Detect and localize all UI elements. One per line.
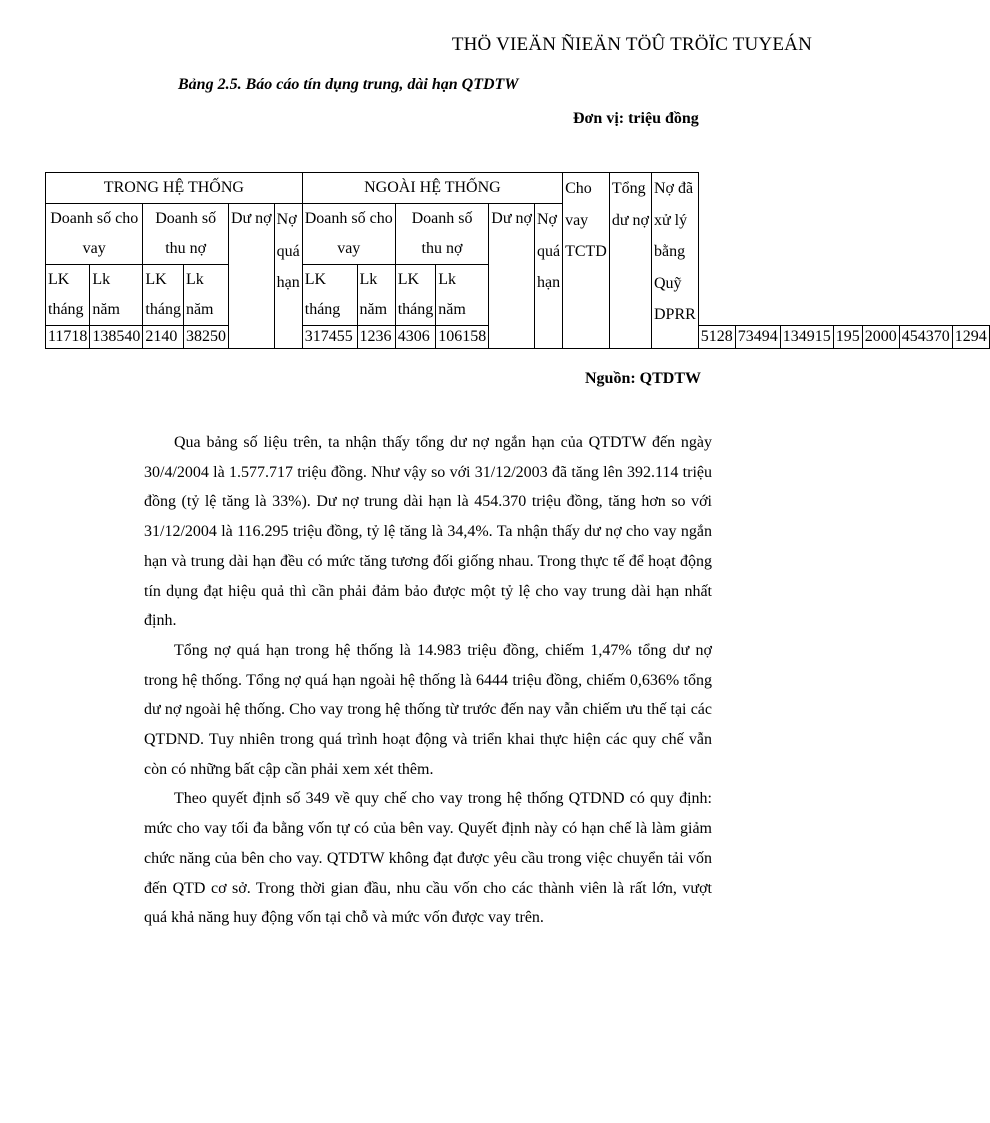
- header-no-da-xu-ly: Nợ đã xử lý bằng Quỹ DPRR: [652, 173, 699, 349]
- header-lk-nam: Lk năm: [436, 265, 489, 326]
- value-cell: 195: [833, 326, 862, 349]
- unit-label: Đơn vị: triệu đồng: [573, 110, 699, 127]
- group-header-outside-system: NGOÀI HỆ THỐNG: [302, 173, 562, 204]
- header-lk-thang: LK tháng: [46, 265, 90, 326]
- value-cell: 317455: [302, 326, 357, 349]
- value-cell: 5128: [698, 326, 735, 349]
- header-doanh-so-cho-vay-in: Doanh số cho vay: [46, 204, 143, 265]
- header-lk-thang: LK tháng: [395, 265, 436, 326]
- header-doanh-so-thu-no-in: Doanh số thu nợ: [143, 204, 229, 265]
- group-header-in-system: TRONG HỆ THỐNG: [46, 173, 303, 204]
- table-caption: Bảng 2.5. Báo cáo tín dụng trung, dài hạn QTDTW: [178, 76, 519, 93]
- paragraph: Tổng nợ quá hạn trong hệ thống là 14.983 triệu đồng, chiếm 1,47% tổng dư nợ trong hệ thống. Tổng nợ quá hạn ngoài hệ thống là 6444 triệu đồng, chiếm 0,636% tổng dư nợ ngoài hệ thống. Cho vay trong hệ thống từ trước đến nay vẫn chiếm ưu thế tại các QTDND. Tuy nhiên trong quá trình hoạt động và triển khai thực hiện các quy chế vẫn còn có những bất cập cần phải xem xét thêm.: [144, 641, 712, 778]
- value-cell: 1236: [357, 326, 395, 349]
- header-lk-nam: Lk năm: [183, 265, 228, 326]
- header-du-no-out: Dư nợ: [489, 204, 535, 349]
- value-cell: 4306: [395, 326, 436, 349]
- value-cell: 1294: [952, 326, 989, 349]
- table-source: Nguồn: QTDTW: [585, 370, 702, 387]
- value-cell: 2000: [862, 326, 899, 349]
- value-cell: 38250: [183, 326, 228, 349]
- value-cell: 454370: [899, 326, 952, 349]
- body-text: [144, 428, 712, 933]
- value-cell: 2140: [143, 326, 184, 349]
- header-lk-nam: Lk năm: [357, 265, 395, 326]
- header-lk-thang: LK tháng: [143, 265, 184, 326]
- paragraph: Theo quyết định số 349 về quy chế cho vay trong hệ thống QTDND có quy định: mức cho vay tối đa bằng vốn tự có của bên vay. Quyết định này có hạn chế là làm giảm chức năng của bên cho vay. QTDTW không đạt được yêu cầu trong việc chuyển tải vốn đến QTD cơ sở. Trong thời gian đầu, nhu cầu vốn cho các thành viên là rất lớn, vượt quá khả năng huy động vốn tại chỗ và mức vốn được vay trên.: [144, 790, 712, 927]
- header-no-qua-han-in: Nợ quá hạn: [274, 204, 302, 349]
- value-cell: 138540: [90, 326, 143, 349]
- header-no-qua-han-out: Nợ quá hạn: [534, 204, 562, 349]
- header-cho-vay-tctd: Cho vay TCTD: [563, 173, 610, 349]
- paragraph: Qua bảng số liệu trên, ta nhận thấy tổng dư nợ ngắn hạn của QTDTW đến ngày 30/4/2004 là 1.577.717 triệu đồng. Như vậy so với 31/12/2003 đã tăng lên 392.114 triệu đồng (tỷ lệ tăng là 33%). Dư nợ trung dài hạn là 454.370 triệu đồng, tăng hơn so với 31/12/2004 là 116.295 triệu đồng, tỷ lệ tăng là 34,4%. Ta nhận thấy dư nợ cho vay ngắn hạn và trung dài hạn đều có mức tăng tương đối giống nhau. Trong thực tế để hoạt động tín dụng đạt hiệu quả thì cần phải đảm bảo được một tỷ lệ cho vay trung dài hạn nhất định.: [144, 434, 712, 630]
- header-lk-thang: LK tháng: [302, 265, 357, 326]
- header-tong-du-no: Tổng dư nợ: [609, 173, 651, 349]
- header-du-no-in: Dư nợ: [228, 204, 274, 349]
- header-doanh-so-thu-no-out: Doanh số thu nợ: [395, 204, 489, 265]
- value-cell: 11718: [46, 326, 90, 349]
- value-cell: 106158: [436, 326, 489, 349]
- page-header: THÖ VIEÄN ÑIEÄN TÖÛ TRÖÏC TUYEÁN: [451, 34, 812, 55]
- header-lk-nam: Lk năm: [90, 265, 143, 326]
- credit-report-table: [45, 172, 990, 349]
- value-cell: 73494: [735, 326, 780, 349]
- header-doanh-so-cho-vay-out: Doanh số cho vay: [302, 204, 395, 265]
- value-cell: 134915: [780, 326, 833, 349]
